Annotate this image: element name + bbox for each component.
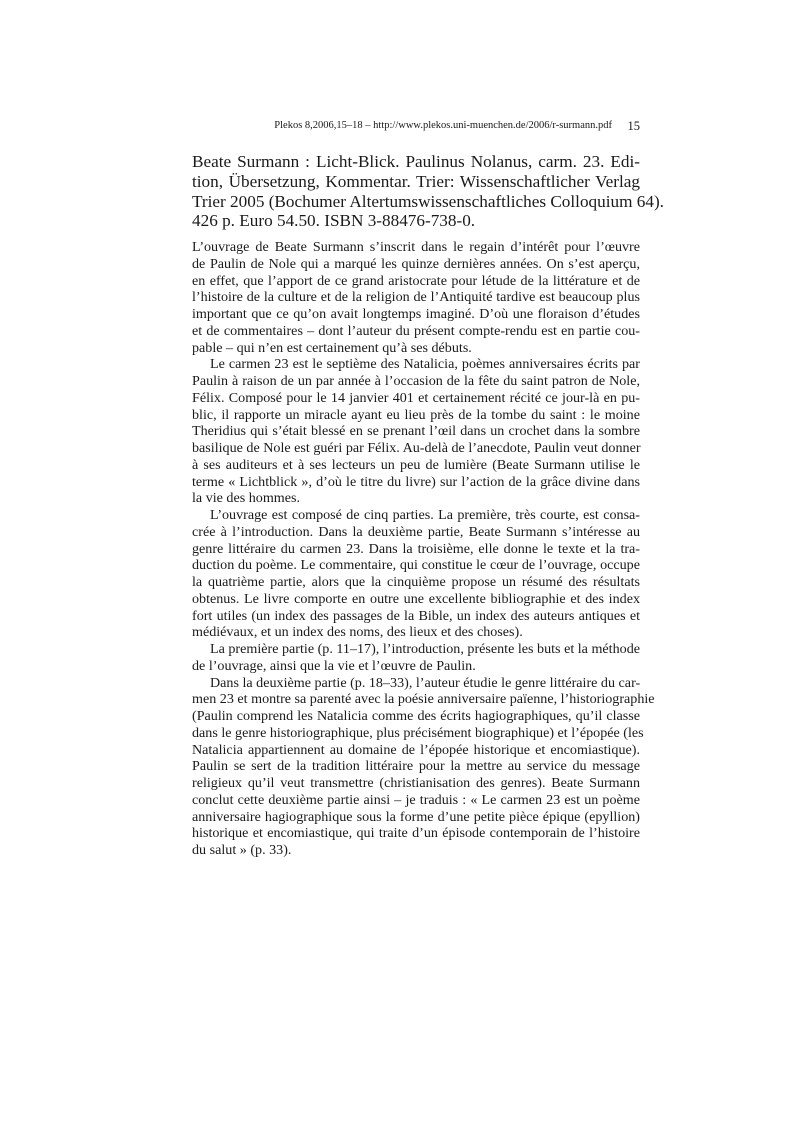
review-title [192, 152, 664, 231]
text-line: crée à l’introduction. Dans la deuxième partie, Beate Surmann s’intéresse au [192, 523, 640, 540]
text-line: de l’ouvrage, ainsi que la vie et l’œuvre de Paulin. [192, 657, 476, 674]
text-line: anniversaire hagiographique sous la forme d’une petite pièce épique (epyllion) [192, 808, 640, 825]
text-line: terme « Lichtblick », d’où le titre du livre) sur l’action de la grâce divine dans [192, 473, 640, 490]
text-line: duction du poème. Le commentaire, qui constitue le cœur de l’ouvrage, occupe [192, 557, 640, 574]
running-head [192, 120, 640, 134]
text-line: Félix. Composé pour le 14 janvier 401 et certainement récité ce jour-là en pu- [192, 389, 640, 406]
text-line: genre littéraire du carmen 23. Dans la troisième, elle donne le texte et la tra- [192, 540, 640, 557]
text-line: de Paulin de Nole qui a marqué les quinze dernières années. On s’est aperçu, [192, 255, 640, 272]
title-line: 426 p. Euro 54.50. ISBN 3-88476-738-0. [192, 211, 476, 231]
paragraph [192, 356, 640, 507]
text-line: l’histoire de la culture et de la religion de l’Antiquité tardive est beaucoup plus [192, 289, 640, 306]
text-line: en effet, que l’apport de ce grand aristocrate pour létude de la littérature et de [192, 272, 640, 289]
paragraph [192, 507, 640, 641]
title-line: Beate Surmann : Licht-Blick. Paulinus Nolanus, carm. 23. Edi- [192, 152, 640, 171]
paragraph [192, 641, 640, 675]
text-line: Paulin à raison de un par année à l’occasion de la fête du saint patron de Nole, [192, 373, 640, 389]
text-line: religieux qu’il veut transmettre (christianisation des genres). Beate Surmann [192, 775, 640, 791]
text-line: historique et encomiastique, qui traite d’un épisode contemporain de l’histoire [192, 825, 640, 842]
text-line: blic, il rapporte un miracle ayant eu lieu près de la tombe du saint : le moine [192, 406, 640, 423]
text-line: et de commentaires – dont l’auteur du présent compte-rendu est en partie cou- [192, 322, 640, 339]
title-line: Trier 2005 (Bochumer Altertumswissenschaftliches Colloquium 64). [192, 191, 664, 211]
text-line: fort utiles (un index des passages de la Bible, un index des auteurs antiques et [192, 607, 640, 624]
text-line: à ses auditeurs et à ses lecteurs un peu de lumière (Beate Surmann utilise le [192, 456, 640, 473]
text-line: du salut » (p. 33). [192, 842, 292, 858]
text-line: important que ce qu’on avait longtemps imaginé. D’où une floraison d’études [192, 306, 640, 322]
text-line: médiévaux, et un index des noms, des lieux et des choses). [192, 624, 523, 641]
text-line: Theridius qui s’était blessé en se prenant l’œil dans un crochet dans la sombre [192, 423, 640, 440]
paragraph [192, 674, 655, 859]
text-line: Paulin se sert de la tradition littéraire pour la mettre au service du message [192, 758, 640, 775]
text-line: la quatrième partie, alors que la cinquième propose un résumé des résultats [192, 574, 640, 590]
text-line: la vie des hommes. [192, 490, 301, 507]
text-line: conclut cette deuxième partie ainsi – je traduis : « Le carmen 23 est un poème [192, 791, 640, 808]
text-line: L’ouvrage de Beate Surmann s’inscrit dans le regain d’intérêt pour l’œuvre [192, 239, 640, 255]
running-head-source: Plekos 8,2006,15–18 – http://www.plekos.uni-muenchen.de/2006/r-surmann.pdf [274, 120, 612, 131]
text-line: obtenus. Le livre comporte en outre une excellente bibliographie et des index [192, 590, 640, 607]
page-number: 15 [627, 119, 640, 133]
text-line: pable – qui n’en est certainement qu’à ses débuts. [192, 339, 472, 356]
review-body [192, 239, 655, 859]
text-line: men 23 et montre sa parenté avec la poésie anniversaire païenne, l’historiographie [192, 691, 655, 708]
text-line: Natalicia appartiennent au domaine de l’épopée historique et encomiastique). [192, 741, 640, 758]
text-line: Le carmen 23 est le septième des Natalicia, poèmes anniversaires écrits par [210, 356, 640, 373]
text-line: Dans la deuxième partie (p. 18–33), l’auteur étudie le genre littéraire du car- [210, 674, 641, 691]
text-line: (Paulin comprend les Natalicia comme des écrits hagiographiques, qu’il classe [192, 708, 640, 724]
text-line: basilique de Nole est guéri par Félix. Au-delà de l’anecdote, Paulin veut donner [192, 440, 641, 456]
text-line: La première partie (p. 11–17), l’introduction, présente les buts et la méthode [210, 641, 640, 657]
text-line: dans le genre historiographique, plus précisément biographique) et l’épopée (les [192, 724, 644, 741]
text-line: L’ouvrage est composé de cinq parties. La première, très courte, est consa- [210, 507, 640, 523]
paragraph [192, 239, 640, 356]
title-line: tion, Übersetzung, Kommentar. Trier: Wissenschaftlicher Verlag [192, 171, 640, 191]
